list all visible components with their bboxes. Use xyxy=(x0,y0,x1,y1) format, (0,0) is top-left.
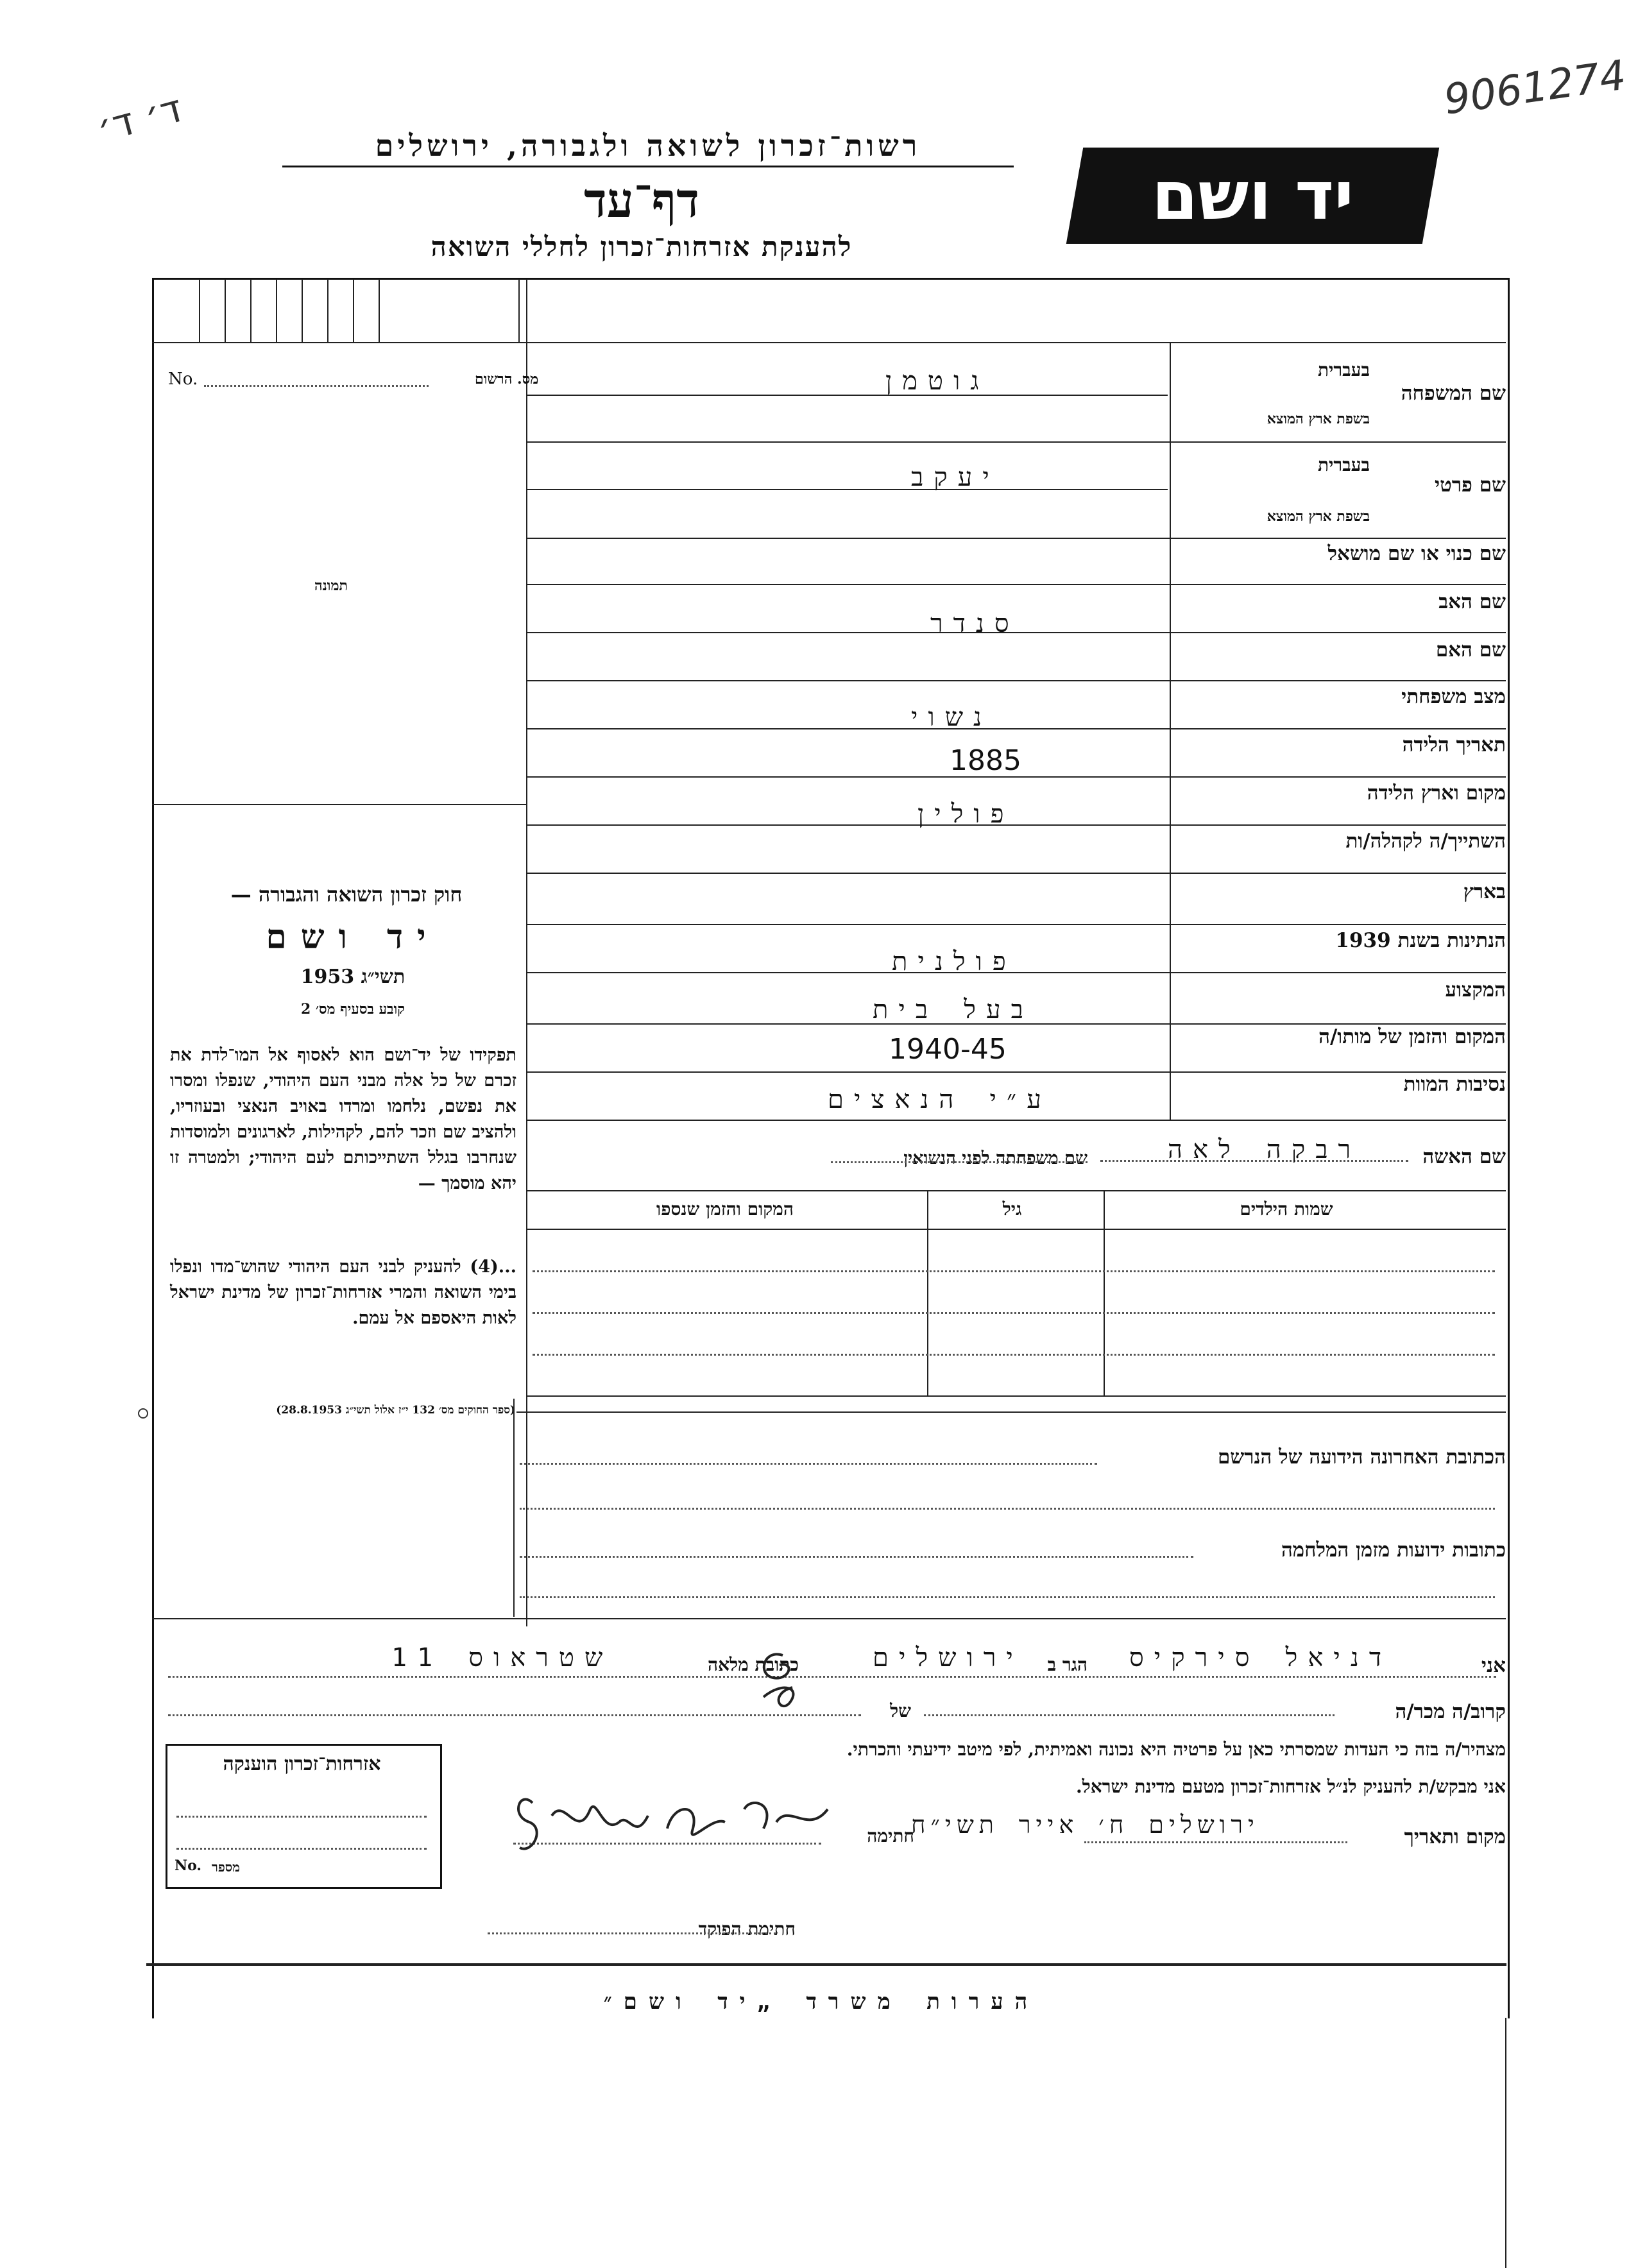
children-header-names: שמות הילדים xyxy=(1240,1198,1333,1220)
initials-scribble xyxy=(744,1642,815,1713)
logo-text: יד ושם xyxy=(1152,157,1354,235)
citizenship-no-en: No. xyxy=(175,1857,202,1874)
label-nickname: שם כנוי או שם מושאל xyxy=(1327,542,1506,565)
reg-no-en: No. xyxy=(168,370,198,389)
punch-mark xyxy=(138,1408,148,1419)
value-profession: בעל בית xyxy=(873,995,1034,1025)
label-full-address: כתובת מלאה xyxy=(707,1654,799,1675)
value-family-name: גוטמן xyxy=(885,366,989,396)
label-death-place-time: המקום והזמן של מותו/ה xyxy=(1318,1025,1506,1048)
corner-mark-left: ד׳ ד׳ xyxy=(92,85,187,152)
law-reference: (ספר החוקים מס׳ 132 י״ז אלול תשי״ג 28.8.1953) xyxy=(276,1404,515,1417)
page-subtitle: להענקת אזרחות־זכרון לחללי השואה xyxy=(431,231,853,262)
law-name: יד ושם xyxy=(266,917,440,957)
photo-label: תמונה xyxy=(314,577,348,594)
label-country: בארץ xyxy=(1463,880,1506,903)
office-notes-label: הערות משרד „יד ושם״ xyxy=(603,1989,1039,2015)
signature xyxy=(507,1777,840,1873)
value-first-name: יעקב xyxy=(911,463,1000,492)
yad-vashem-logo xyxy=(1066,148,1439,244)
label-birth-date: תאריך הלידה xyxy=(1402,733,1506,756)
value-declarant-name: דניאל סירקיס xyxy=(1129,1643,1392,1673)
value-place-date: ירושלים ח׳ אייר תשי״ח xyxy=(911,1811,1259,1839)
sub-family-hebrew: בעברית xyxy=(1317,359,1370,380)
sub-first-hebrew: בעברית xyxy=(1317,454,1370,475)
declaration-request: אני מבקש/ת להעניק לנ״ל אזרחות־זכרון מטעם מדינת ישראל. xyxy=(1075,1776,1506,1797)
law-year: תשי״ג 1953 xyxy=(300,966,405,988)
label-marital-status: מצב משפחתי xyxy=(1401,685,1506,708)
value-citizenship-1939: פולנית xyxy=(892,947,1016,976)
declaration-statement: מצהיר/ה בזה כי העדות שמסרתי כאן על פרטיה היא נכונה ואמיתית, לפי מיטב ידיעתי והכרתי. xyxy=(846,1739,1506,1760)
label-profession: המקצוע xyxy=(1445,978,1506,1002)
label-community: השתייך/ה לקהלה/ות xyxy=(1345,830,1506,853)
label-officer-signature: חתימת הפוקד xyxy=(698,1918,796,1940)
label-father: שם האב xyxy=(1438,590,1506,613)
law-clause: קובע בסעיף מס׳ 2 xyxy=(300,1001,405,1018)
corner-mark-right: 9061274 xyxy=(1441,51,1629,124)
sub-family-origin: בשפת ארץ המוצא xyxy=(1267,411,1370,427)
label-wartime-address: כתובות ידועות מזמן המלחמה xyxy=(1281,1539,1506,1562)
children-header-age: גיל xyxy=(1002,1198,1022,1220)
sub-first-origin: בשפת ארץ המוצא xyxy=(1267,508,1370,525)
reg-no-label: מס. הרשום xyxy=(475,371,539,388)
label-signature: חתימה xyxy=(867,1825,914,1846)
label-relative: קרוב/ה מכר/ה xyxy=(1395,1700,1506,1723)
citizenship-box-title: אזרחות־זכרון הוענקה xyxy=(223,1753,381,1775)
value-city: ירושלים xyxy=(873,1643,1023,1673)
citizenship-no-label: מספר xyxy=(212,1859,240,1875)
value-address: שטראוס 11 xyxy=(391,1643,613,1673)
value-wife: רבקה לאה xyxy=(1168,1135,1361,1164)
value-death-place-time: 1940-45 xyxy=(889,1033,1007,1066)
page-title: דף־עד xyxy=(584,173,699,228)
value-birth-date: 1885 xyxy=(950,744,1021,777)
label-wife-maiden: שם משפחתה לפני הנשואין xyxy=(903,1148,1087,1168)
label-last-address: הכתובת האחרונה הידועה של הנרשם xyxy=(1217,1445,1506,1469)
value-father: סנדר xyxy=(930,609,1019,638)
value-death-circumstances: ע״י הנאצים xyxy=(828,1085,1052,1114)
label-place-date: מקום ותאריך xyxy=(1404,1825,1506,1848)
authority-name: רשות־זכרון לשואה ולגבורה, ירושלים xyxy=(282,128,1014,167)
label-i: אני xyxy=(1481,1654,1506,1677)
law-title: חוק זכרון השואה והגבורה — xyxy=(230,882,463,907)
value-birth-place: פולין xyxy=(917,799,1014,829)
label-birth-place: מקום וארץ הלידה xyxy=(1367,781,1506,805)
label-first-name: שם פרטי xyxy=(1434,473,1506,497)
label-death-circumstances: נסיבות המוות xyxy=(1403,1073,1506,1096)
label-citizenship-1939: הנתינות בשנת 1939 xyxy=(1335,929,1506,952)
label-mother: שם האם xyxy=(1435,638,1506,661)
law-text-1: תפקידו של יד־ושם הוא לאסוף אל המו־לדת את זכרם של כל אלה מבני העם היהודי, שנפלו ומסרו את נפשם, נלחמו ומרדו באויב הנאצי ובעוזריו, ולהציב שם וזכר להם, לקהילות, לארגונים ולמוסדות שנחרבו בגלל השתייכותם לעם היהודי; ולמטרה זו יהא מוסמך — xyxy=(170,1045,516,1193)
value-marital-status: נשוי xyxy=(911,703,993,732)
label-resident-of: הגר ב xyxy=(1047,1654,1087,1675)
label-family-name: שם המשפחה xyxy=(1401,382,1506,405)
children-header-place: המקום והזמן שנספו xyxy=(656,1198,794,1220)
label-of: של xyxy=(890,1700,911,1721)
label-wife: שם האשה xyxy=(1422,1145,1506,1168)
law-text-2: ...(4) להעניק לבני העם היהודי שהוש־מדו ונפלו בימי השואה והמרי אזרחות־זכרון של מדינת ישראל לאות היאספם אל עמם. xyxy=(170,1257,516,1328)
